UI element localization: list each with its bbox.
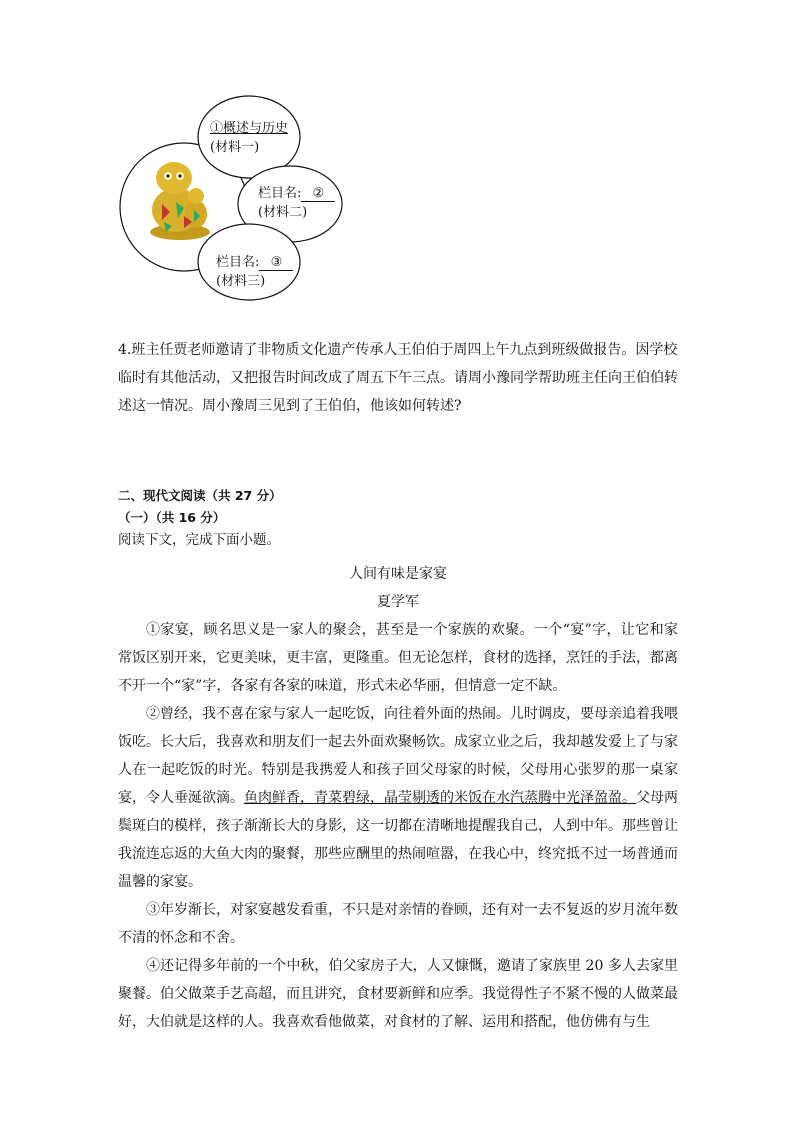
underlined-sentence: 鱼肉鲜香，青菜碧绿，晶莹剔透的米饭在水汽蒸腾中光泽盈盈。	[244, 790, 636, 806]
article-author: 夏学军	[377, 594, 419, 610]
question-4	[118, 336, 678, 420]
paragraph-3: ③年岁渐长，对家宴越发看重，不只是对亲情的眷顾，还有对一去不复返的岁月流年数不清的怀念和不舍。	[118, 902, 678, 946]
paragraph-1: ①家宴，顾名思义是一家人的聚会，甚至是一个家族的欢聚。一个“宴”字，让它和家常饭区别开来，它更美味，更丰富，更隆重。但无论怎样，食材的选择，烹饪的手法，都离不开一个“家”字，各家有各家的味道，形式未必华丽，但情意一定不缺。	[118, 622, 678, 694]
blank-2: ②	[301, 186, 335, 202]
question-4-text: 4.班主任贾老师邀请了非物质文化遗产传承人王伯伯于周四上午九点到班级做报告。因学校临时有其他活动，又把报告时间改成了周五下午三点。请周小豫同学帮助班主任向王伯伯转述这一情况。周小豫周三见到了王伯伯，他该如何转述?	[118, 342, 678, 414]
article	[118, 560, 678, 1036]
bottom-circle-label: 栏目名: ③	[216, 254, 293, 272]
section-title: 二、现代文阅读（共 27 分）	[118, 488, 282, 503]
section-heading	[118, 485, 678, 551]
top-circle-material: (材料一)	[210, 140, 260, 155]
reading-instruction: 阅读下文，完成下面小题。	[118, 532, 280, 548]
subsection-title: （一）（共 16 分）	[118, 510, 226, 525]
paragraph-2: ②曾经，我不喜在家与家人一起吃饭，向往着外面的热闹。儿时调皮，要母亲追着我喂饭吃。长大后，我喜欢和朋友们一起去外面欢聚畅饮。成家立业之后，我却越发爱上了与家人在一起吃饭的时光。特别是我携爱人和孩子回父母家的时候，父母用心张罗的那一桌家宴，令人垂涎欲滴。鱼肉鲜香，青菜碧绿，晶莹剔透的米饭在水汽蒸腾中光泽盈盈。父母两鬓斑白的模样，孩子渐渐长大的身影，这一切都在清晰地提醒我自己，人到中年。那些曾让我流连忘返的大鱼大肉的聚餐，那些应酬里的热闹喧嚣，在我心中，终究抵不过一场普通而温馨的家宴。	[118, 706, 678, 890]
bottom-circle-material: (材料三)	[216, 274, 266, 289]
paragraph-4: ④还记得多年前的一个中秋，伯父家房子大，人又慷慨，邀请了家族里 20 多人去家里聚餐。伯父做菜手艺高超，而且讲究，食材要新鲜和应季。我觉得性子不紧不慢的人做菜最好，大伯就是这样的人。我喜欢看他做菜，对食材的了解、运用和搭配，他仿佛有与生	[118, 958, 678, 1030]
right-circle-label: 栏目名: ②	[258, 185, 335, 203]
article-title: 人间有味是家宴	[349, 566, 447, 582]
blank-3: ③	[259, 255, 293, 271]
right-circle-material: (材料二)	[258, 205, 308, 220]
column-diagram	[118, 92, 358, 302]
top-circle-title: ①概述与历史	[210, 121, 289, 136]
